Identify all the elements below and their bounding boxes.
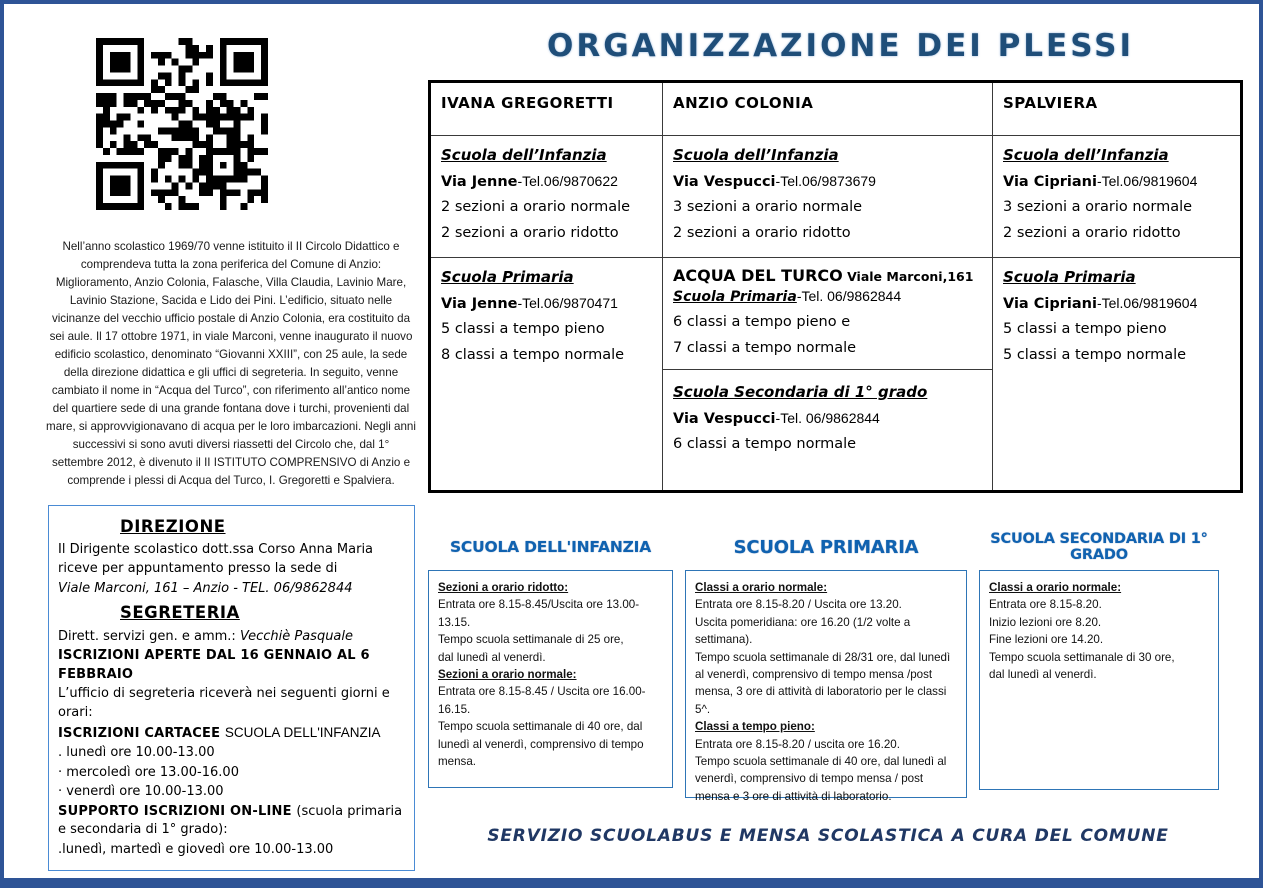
table-header-colonia: ANZIO COLONIA <box>663 83 993 136</box>
cell-gregoretti-primaria <box>431 258 663 490</box>
dirett-line: Dirett. servizi gen. e amm.: Vecchiè Pasquale <box>58 628 354 644</box>
acqua-title-line: ACQUA DEL TURCO Viale Marconi,161 <box>673 266 974 285</box>
footer-note: SERVIZIO SCUOLABUS E MENSA SCOLASTICA A CURA DEL COMUNE <box>487 826 1169 846</box>
address-line: Via Cipriani-Tel.06/9819604 <box>1003 173 1198 190</box>
direzione-heading: DIREZIONE <box>120 516 226 536</box>
cell-colonia-infanzia <box>663 136 993 258</box>
cartacee-hour-2: · mercoledì ore 13.00-16.00 <box>58 764 239 780</box>
detail-line: 6 classi a tempo pieno e <box>673 314 851 330</box>
left-column <box>4 4 422 878</box>
block-line: Uscita pomeridiana: ore 16.20 (1/2 volte a settimana). <box>695 615 911 647</box>
history-paragraph: Nell’anno scolastico 1969/70 venne istituito il II Circolo Didattico e comprendeva tutta la zona periferica del Comune di Anzio: Miglioramento, Anzio Colonia, Falasche, Villa Claudia, Lavinio Mare, Lavinio Stazione, Sacida e Lido dei Pini. L’edificio, situato nelle vicinanze del vecchio ufficio postale di Anzio Colonia, era costituito da sei aule. Il 17 ottobre 1971, in viale Marconi, venne inaugurato il nuovo edificio scolastico, denominato “Giovanni XXIII”, con 25 aule, la sede della direzione didattica e gli uffici di segreteria. In seguito, venne cambiato il nome in “Acqua del Turco”, con riferimento all’antico nome del quartiere sede di una grande fontana dove i turchi, provenienti dal mare, si approvvigionavano di acqua per le loro imbarcazioni. Negli anni successivi si sono avuti diversi riassetti del Circolo che, dal 1° settembre 2012, è divenuto il II ISTITUTO COMPRENSIVO di Anzio e comprende i plessi di Acqua del Turco, I. Gregoretti e Spalviera. <box>46 240 416 487</box>
direzione-address: Viale Marconi, 161 – Anzio - TEL. 06/9862844 <box>58 580 353 596</box>
cartacee-hour-1: . lunedì ore 10.00-13.00 <box>58 745 215 761</box>
block-line: dal lunedì al venerdì. <box>438 650 546 664</box>
school-type-label: Scuola dell’Infanzia <box>673 146 839 164</box>
detail-line: 2 sezioni a orario ridotto <box>673 225 851 242</box>
detail-line: 2 sezioni a orario ridotto <box>441 225 619 242</box>
segreteria-heading: SEGRETERIA <box>120 603 240 623</box>
table-header-gregoretti: IVANA GREGORETTI <box>431 83 663 136</box>
school-type-label: Scuola Secondaria di 1° grado <box>673 383 928 401</box>
detail-line: 5 classi a tempo pieno <box>1003 321 1167 337</box>
address-line: Via Vespucci-Tel.06/9873679 <box>673 173 876 190</box>
block-title: Classi a tempo pieno: <box>695 720 815 734</box>
timetable-box-secondaria <box>979 570 1219 790</box>
section-infanzia <box>428 527 673 798</box>
block-line: dal lunedì al venerdì. <box>989 667 1097 681</box>
school-type-label: Scuola Primaria <box>1003 268 1136 286</box>
detail-line: 8 classi a tempo normale <box>441 347 625 364</box>
section-secondaria <box>979 527 1219 798</box>
cell-spalviera-primaria <box>993 258 1240 490</box>
detail-line: 5 classi a tempo pieno <box>441 321 605 337</box>
block-line: Entrata ore 8.15-8.20 / uscita ore 16.20. <box>695 737 900 751</box>
block-line: Fine lezioni ore 14.20. <box>989 633 1104 647</box>
block-title: Classi a orario normale: <box>695 581 828 594</box>
block-line: Entrata ore 8.15-8.20 / Uscita ore 13.20. <box>695 598 902 612</box>
right-column <box>422 4 1259 878</box>
cell-gregoretti-infanzia <box>431 136 663 258</box>
detail-line: 2 sezioni a orario ridotto <box>1003 225 1181 242</box>
cell-colonia-acqua-secondaria <box>663 258 993 490</box>
supporto-online-line: SUPPORTO ISCRIZIONI ON-LINE (scuola primaria e secondaria di 1° grado): <box>58 803 403 838</box>
section-header-secondaria: SCUOLA SECONDARIA DI 1° GRADO <box>990 531 1208 563</box>
block-line: Tempo scuola settimanale di 40 ore, dal lunedì al venerdì, comprensivo di tempo mensa. <box>438 720 644 768</box>
cell-spalviera-infanzia <box>993 136 1240 258</box>
plessi-table <box>428 80 1243 493</box>
address-line: Via Jenne-Tel.06/9870471 <box>441 295 618 312</box>
direzione-line-1: Il Dirigente scolastico dott.ssa Corso Anna Maria <box>58 541 374 557</box>
block-line: Tempo scuola settimanale di 28/31 ore, dal lunedì al venerdì, comprensivo di tempo mensa /post mensa, 3 ore di attività di laboratorio per le classi 5^. <box>695 650 951 716</box>
section-primaria <box>685 527 967 803</box>
block-line: Tempo scuola settimanale di 30 ore, <box>989 650 1175 664</box>
iscrizioni-cartacee-line: ISCRIZIONI CARTACEE SCUOLA DELL'INFANZIA <box>58 725 381 742</box>
qr-code-icon <box>96 38 268 210</box>
school-type-label: Scuola Primaria <box>441 268 574 286</box>
detail-line: 6 classi a tempo normale <box>673 436 857 452</box>
dirett-name: Vecchiè Pasquale <box>239 628 354 644</box>
table-header-spalviera: SPALVIERA <box>993 83 1240 136</box>
timetable-box-infanzia <box>428 570 673 788</box>
block-line: Entrata ore 8.15-8.45/Uscita ore 13.00-13.15. <box>438 598 640 629</box>
block-line: Tempo scuola settimanale di 40 ore, dal lunedì al venerdì, comprensivo di tempo mensa / post mensa e 3 ore di attività di laboratorio. <box>695 754 947 803</box>
iscrizioni-aperte-line: ISCRIZIONI APERTE DAL 16 GENNAIO AL 6 FEBBRAIO <box>58 648 370 682</box>
address-line: Via Jenne-Tel.06/9870622 <box>441 173 618 190</box>
address-line: Via Vespucci-Tel. 06/9862844 <box>673 410 880 427</box>
detail-line: 3 sezioni a orario normale <box>673 199 863 215</box>
block-line: Tempo scuola settimanale di 25 ore, <box>438 633 624 647</box>
block-line: Entrata ore 8.15-8.45 / Uscita ore 16.00-16.15. <box>438 685 646 716</box>
block-title: Sezioni a orario normale: <box>438 667 577 681</box>
block-line: Inizio lezioni ore 8.20. <box>989 615 1102 629</box>
section-header-primaria: SCUOLA PRIMARIA <box>733 536 919 558</box>
detail-line: 2 sezioni a orario normale <box>441 199 631 215</box>
address-line: Via Cipriani-Tel.06/9819604 <box>1003 295 1198 312</box>
cell-acqua-del-turco <box>663 258 992 370</box>
block-line: Entrata ore 8.15-8.20. <box>989 598 1102 612</box>
block-title: Sezioni a orario ridotto: <box>438 581 569 594</box>
section-header-infanzia: SCUOLA DELL'INFANZIA <box>449 538 652 556</box>
ufficio-line: L’ufficio di segreteria riceverà nei seguenti giorni e orari: <box>58 686 390 720</box>
qr-code-image <box>96 38 268 210</box>
direzione-segreteria-box <box>48 505 415 872</box>
cell-colonia-secondaria <box>663 370 992 490</box>
detail-line: 3 sezioni a orario normale <box>1003 199 1193 215</box>
timetable-box-primaria <box>685 570 967 803</box>
detail-line: 7 classi a tempo normale <box>673 340 857 357</box>
page-title: ORGANIZZAZIONE DEI PLESSI <box>546 28 1135 64</box>
online-hours-line: .lunedì, martedì e giovedì ore 10.00-13.00 <box>58 841 334 857</box>
detail-line: 5 classi a tempo normale <box>1003 347 1187 364</box>
acqua-school-line: Scuola Primaria-Tel. 06/9862844 <box>673 288 902 305</box>
school-type-label: Scuola dell’Infanzia <box>441 146 607 164</box>
cartacee-hour-3: · venerdì ore 10.00-13.00 <box>58 784 224 800</box>
timetable-sections <box>428 527 1259 803</box>
direzione-line-2: riceve per appuntamento presso la sede di <box>58 561 338 577</box>
block-title: Classi a orario normale: <box>989 581 1122 594</box>
school-type-label: Scuola dell’Infanzia <box>1003 146 1169 164</box>
